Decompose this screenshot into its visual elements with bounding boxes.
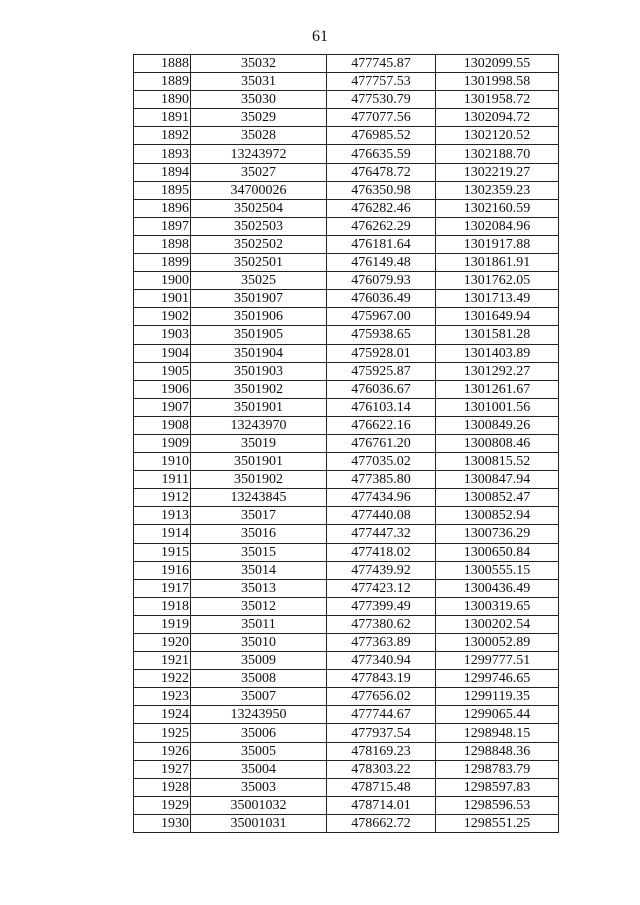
x-coordinate-cell: 478715.48 (327, 778, 436, 796)
row-number-cell: 1913 (134, 507, 191, 525)
y-coordinate-cell: 1302120.52 (436, 127, 559, 145)
point-id-cell: 3501901 (191, 453, 327, 471)
y-coordinate-cell: 1300847.94 (436, 471, 559, 489)
x-coordinate-cell: 477423.12 (327, 579, 436, 597)
x-coordinate-cell: 477380.62 (327, 615, 436, 633)
row-number-cell: 1899 (134, 254, 191, 272)
point-id-cell: 35015 (191, 543, 327, 561)
row-number-cell: 1919 (134, 615, 191, 633)
x-coordinate-cell: 477447.32 (327, 525, 436, 543)
row-number-cell: 1925 (134, 724, 191, 742)
table-row (134, 453, 559, 471)
y-coordinate-cell: 1302160.59 (436, 199, 559, 217)
table-row (134, 579, 559, 597)
point-id-cell: 13243970 (191, 416, 327, 434)
x-coordinate-cell: 476350.98 (327, 181, 436, 199)
y-coordinate-cell: 1300852.47 (436, 489, 559, 507)
table-row (134, 73, 559, 91)
x-coordinate-cell: 475925.87 (327, 362, 436, 380)
x-coordinate-cell: 477656.02 (327, 688, 436, 706)
table-row (134, 272, 559, 290)
row-number-cell: 1892 (134, 127, 191, 145)
x-coordinate-cell: 476282.46 (327, 199, 436, 217)
table-row (134, 254, 559, 272)
y-coordinate-cell: 1301403.89 (436, 344, 559, 362)
row-number-cell: 1901 (134, 290, 191, 308)
y-coordinate-cell: 1302219.27 (436, 163, 559, 181)
row-number-cell: 1891 (134, 109, 191, 127)
x-coordinate-cell: 478303.22 (327, 760, 436, 778)
point-id-cell: 3501905 (191, 326, 327, 344)
table-row (134, 380, 559, 398)
y-coordinate-cell: 1300202.54 (436, 615, 559, 633)
table-row (134, 91, 559, 109)
point-id-cell: 3501904 (191, 344, 327, 362)
y-coordinate-cell: 1302188.70 (436, 145, 559, 163)
row-number-cell: 1905 (134, 362, 191, 380)
point-id-cell: 35019 (191, 434, 327, 452)
table-row (134, 290, 559, 308)
x-coordinate-cell: 477745.87 (327, 55, 436, 73)
y-coordinate-cell: 1298596.53 (436, 796, 559, 814)
table-row (134, 55, 559, 73)
x-coordinate-cell: 476149.48 (327, 254, 436, 272)
table-row (134, 127, 559, 145)
y-coordinate-cell: 1298848.36 (436, 742, 559, 760)
x-coordinate-cell: 475938.65 (327, 326, 436, 344)
row-number-cell: 1894 (134, 163, 191, 181)
x-coordinate-cell: 477077.56 (327, 109, 436, 127)
row-number-cell: 1923 (134, 688, 191, 706)
x-coordinate-cell: 476036.67 (327, 380, 436, 398)
table-row (134, 109, 559, 127)
table-row (134, 362, 559, 380)
table-row (134, 760, 559, 778)
table-row (134, 507, 559, 525)
table-row (134, 597, 559, 615)
table-row (134, 199, 559, 217)
row-number-cell: 1915 (134, 543, 191, 561)
row-number-cell: 1897 (134, 217, 191, 235)
row-number-cell: 1928 (134, 778, 191, 796)
table-row (134, 670, 559, 688)
coordinates-table (133, 54, 559, 833)
point-id-cell: 3501907 (191, 290, 327, 308)
point-id-cell: 35013 (191, 579, 327, 597)
table-row (134, 742, 559, 760)
x-coordinate-cell: 478662.72 (327, 814, 436, 832)
y-coordinate-cell: 1301861.91 (436, 254, 559, 272)
table-row (134, 471, 559, 489)
y-coordinate-cell: 1301001.56 (436, 398, 559, 416)
row-number-cell: 1916 (134, 561, 191, 579)
y-coordinate-cell: 1302094.72 (436, 109, 559, 127)
row-number-cell: 1918 (134, 597, 191, 615)
point-id-cell: 35003 (191, 778, 327, 796)
x-coordinate-cell: 477363.89 (327, 634, 436, 652)
row-number-cell: 1907 (134, 398, 191, 416)
point-id-cell: 3502502 (191, 235, 327, 253)
x-coordinate-cell: 477843.19 (327, 670, 436, 688)
point-id-cell: 35001031 (191, 814, 327, 832)
point-id-cell: 34700026 (191, 181, 327, 199)
table-row (134, 652, 559, 670)
row-number-cell: 1910 (134, 453, 191, 471)
row-number-cell: 1912 (134, 489, 191, 507)
row-number-cell: 1922 (134, 670, 191, 688)
row-number-cell: 1898 (134, 235, 191, 253)
row-number-cell: 1929 (134, 796, 191, 814)
y-coordinate-cell: 1299065.44 (436, 706, 559, 724)
table-row (134, 235, 559, 253)
x-coordinate-cell: 477035.02 (327, 453, 436, 471)
point-id-cell: 3502504 (191, 199, 327, 217)
x-coordinate-cell: 477385.80 (327, 471, 436, 489)
y-coordinate-cell: 1300815.52 (436, 453, 559, 471)
table-row (134, 163, 559, 181)
point-id-cell: 35017 (191, 507, 327, 525)
x-coordinate-cell: 476622.16 (327, 416, 436, 434)
point-id-cell: 3501903 (191, 362, 327, 380)
x-coordinate-cell: 477418.02 (327, 543, 436, 561)
table-row (134, 778, 559, 796)
table-row (134, 724, 559, 742)
point-id-cell: 3501901 (191, 398, 327, 416)
y-coordinate-cell: 1301292.27 (436, 362, 559, 380)
point-id-cell: 13243845 (191, 489, 327, 507)
table-row (134, 181, 559, 199)
row-number-cell: 1906 (134, 380, 191, 398)
x-coordinate-cell: 477399.49 (327, 597, 436, 615)
x-coordinate-cell: 476262.29 (327, 217, 436, 235)
y-coordinate-cell: 1300808.46 (436, 434, 559, 452)
table-row (134, 145, 559, 163)
y-coordinate-cell: 1300436.49 (436, 579, 559, 597)
row-number-cell: 1888 (134, 55, 191, 73)
table-row (134, 217, 559, 235)
table-row (134, 489, 559, 507)
x-coordinate-cell: 477434.96 (327, 489, 436, 507)
point-id-cell: 35032 (191, 55, 327, 73)
y-coordinate-cell: 1300736.29 (436, 525, 559, 543)
y-coordinate-cell: 1301581.28 (436, 326, 559, 344)
x-coordinate-cell: 476036.49 (327, 290, 436, 308)
table-row (134, 615, 559, 633)
row-number-cell: 1926 (134, 742, 191, 760)
point-id-cell: 3501906 (191, 308, 327, 326)
y-coordinate-cell: 1300319.65 (436, 597, 559, 615)
y-coordinate-cell: 1298783.79 (436, 760, 559, 778)
point-id-cell: 35007 (191, 688, 327, 706)
x-coordinate-cell: 476181.64 (327, 235, 436, 253)
row-number-cell: 1904 (134, 344, 191, 362)
table-row (134, 344, 559, 362)
y-coordinate-cell: 1301998.58 (436, 73, 559, 91)
y-coordinate-cell: 1299777.51 (436, 652, 559, 670)
y-coordinate-cell: 1301713.49 (436, 290, 559, 308)
x-coordinate-cell: 476761.20 (327, 434, 436, 452)
row-number-cell: 1917 (134, 579, 191, 597)
row-number-cell: 1896 (134, 199, 191, 217)
y-coordinate-cell: 1301649.94 (436, 308, 559, 326)
table-row (134, 688, 559, 706)
y-coordinate-cell: 1301762.05 (436, 272, 559, 290)
x-coordinate-cell: 477937.54 (327, 724, 436, 742)
x-coordinate-cell: 475967.00 (327, 308, 436, 326)
point-id-cell: 35027 (191, 163, 327, 181)
table-row (134, 416, 559, 434)
table-row (134, 434, 559, 452)
table-row (134, 561, 559, 579)
x-coordinate-cell: 475928.01 (327, 344, 436, 362)
row-number-cell: 1893 (134, 145, 191, 163)
row-number-cell: 1927 (134, 760, 191, 778)
point-id-cell: 35025 (191, 272, 327, 290)
y-coordinate-cell: 1301917.88 (436, 235, 559, 253)
point-id-cell: 35012 (191, 597, 327, 615)
point-id-cell: 3501902 (191, 380, 327, 398)
x-coordinate-cell: 477440.08 (327, 507, 436, 525)
point-id-cell: 35010 (191, 634, 327, 652)
x-coordinate-cell: 476478.72 (327, 163, 436, 181)
x-coordinate-cell: 477340.94 (327, 652, 436, 670)
row-number-cell: 1930 (134, 814, 191, 832)
y-coordinate-cell: 1298597.83 (436, 778, 559, 796)
row-number-cell: 1903 (134, 326, 191, 344)
x-coordinate-cell: 477744.67 (327, 706, 436, 724)
table-row (134, 706, 559, 724)
y-coordinate-cell: 1298551.25 (436, 814, 559, 832)
x-coordinate-cell: 478714.01 (327, 796, 436, 814)
point-id-cell: 35004 (191, 760, 327, 778)
point-id-cell: 35006 (191, 724, 327, 742)
point-id-cell: 3502503 (191, 217, 327, 235)
table-row (134, 308, 559, 326)
x-coordinate-cell: 476635.59 (327, 145, 436, 163)
row-number-cell: 1890 (134, 91, 191, 109)
y-coordinate-cell: 1301261.67 (436, 380, 559, 398)
table-row (134, 634, 559, 652)
y-coordinate-cell: 1299119.35 (436, 688, 559, 706)
row-number-cell: 1900 (134, 272, 191, 290)
table-row (134, 796, 559, 814)
y-coordinate-cell: 1302099.55 (436, 55, 559, 73)
point-id-cell: 13243950 (191, 706, 327, 724)
row-number-cell: 1924 (134, 706, 191, 724)
point-id-cell: 35031 (191, 73, 327, 91)
table-row (134, 814, 559, 832)
table-row (134, 326, 559, 344)
point-id-cell: 35016 (191, 525, 327, 543)
y-coordinate-cell: 1301958.72 (436, 91, 559, 109)
x-coordinate-cell: 478169.23 (327, 742, 436, 760)
point-id-cell: 35028 (191, 127, 327, 145)
row-number-cell: 1908 (134, 416, 191, 434)
y-coordinate-cell: 1300555.15 (436, 561, 559, 579)
table-row (134, 398, 559, 416)
point-id-cell: 35029 (191, 109, 327, 127)
page-number: 61 (312, 28, 328, 45)
row-number-cell: 1909 (134, 434, 191, 452)
point-id-cell: 13243972 (191, 145, 327, 163)
row-number-cell: 1911 (134, 471, 191, 489)
y-coordinate-cell: 1302359.23 (436, 181, 559, 199)
y-coordinate-cell: 1300650.84 (436, 543, 559, 561)
point-id-cell: 35030 (191, 91, 327, 109)
point-id-cell: 35008 (191, 670, 327, 688)
row-number-cell: 1895 (134, 181, 191, 199)
point-id-cell: 35014 (191, 561, 327, 579)
x-coordinate-cell: 477530.79 (327, 91, 436, 109)
table-row (134, 543, 559, 561)
y-coordinate-cell: 1298948.15 (436, 724, 559, 742)
y-coordinate-cell: 1300052.89 (436, 634, 559, 652)
point-id-cell: 3501902 (191, 471, 327, 489)
point-id-cell: 35005 (191, 742, 327, 760)
row-number-cell: 1914 (134, 525, 191, 543)
y-coordinate-cell: 1299746.65 (436, 670, 559, 688)
y-coordinate-cell: 1300852.94 (436, 507, 559, 525)
row-number-cell: 1902 (134, 308, 191, 326)
point-id-cell: 3502501 (191, 254, 327, 272)
x-coordinate-cell: 477757.53 (327, 73, 436, 91)
row-number-cell: 1889 (134, 73, 191, 91)
table-body (134, 55, 559, 833)
y-coordinate-cell: 1300849.26 (436, 416, 559, 434)
x-coordinate-cell: 477439.92 (327, 561, 436, 579)
x-coordinate-cell: 476079.93 (327, 272, 436, 290)
x-coordinate-cell: 476103.14 (327, 398, 436, 416)
row-number-cell: 1921 (134, 652, 191, 670)
point-id-cell: 35001032 (191, 796, 327, 814)
x-coordinate-cell: 476985.52 (327, 127, 436, 145)
row-number-cell: 1920 (134, 634, 191, 652)
point-id-cell: 35011 (191, 615, 327, 633)
y-coordinate-cell: 1302084.96 (436, 217, 559, 235)
table-row (134, 525, 559, 543)
point-id-cell: 35009 (191, 652, 327, 670)
